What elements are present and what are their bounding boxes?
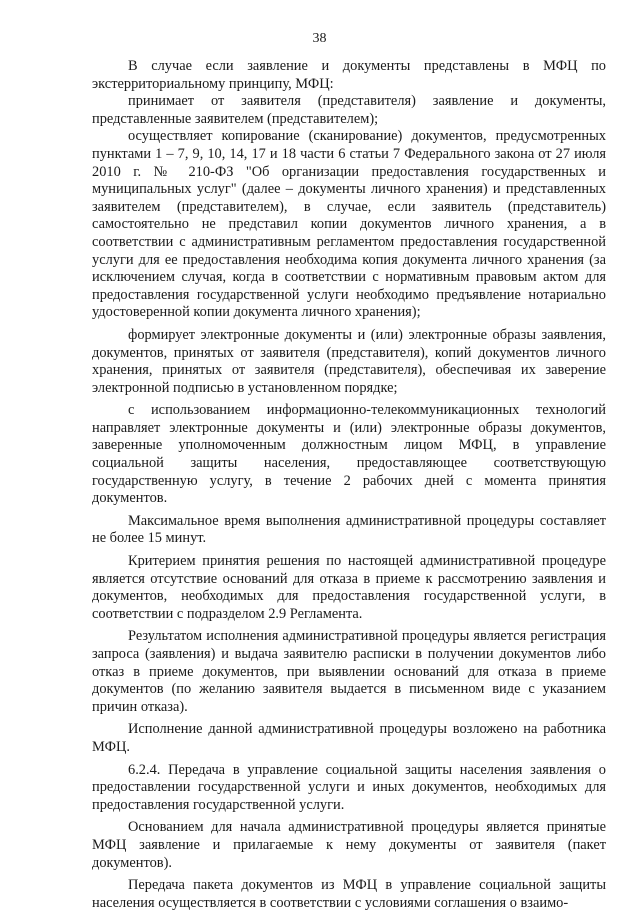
paragraph-procedure-basis: Основанием для начала административной процедуры является принятые МФЦ заявление и прилагаемые к нему документы от заявителя (пакет документов). [92, 819, 606, 871]
paragraph-section-6-2-4: 6.2.4. Передача в управление социальной защиты населения заявления о предоставлении государственной услуги и иных документов, необходимых для предоставления государственной услуги. [92, 761, 606, 813]
paragraph-responsible-employee: Исполнение данной административной процедуры возложено на работника МФЦ. [92, 721, 606, 755]
document-body [92, 58, 606, 912]
paragraph-max-time: Максимальное время выполнения административной процедуры составляет не более 15 минут. [92, 512, 606, 547]
paragraph-copying-documents: осуществляет копирование (сканирование) документов, предусмотренных пунктами 1 – 7, 9, 10, 14, 17 и 18 части 6 статьи 7 Федерального закона от 27 июля 2010 г. № 210-ФЗ "Об организации предоставления государственных и муниципальных услуг" (далее – документы личного хранения) и представленных заявителем (представителем), в случае, если заявитель (представитель) самостоятельно не представил копии документов личного хранения, а в соответствии с административным регламентом предоставления государственной услуги для ее предоставления необходима копия документа личного хранения (за исключением случая, когда в соответствии с нормативным правовым актом для предоставления государственной услуги необходимо предъявление нотариально удостоверенной копии документа личного хранения); [92, 128, 606, 321]
paragraph-decision-criterion: Критерием принятия решения по настоящей административной процедуре является отсутствие оснований для отказа в приеме к рассмотрению заявления и документов, необходимых для предоставления государственной услуги, в соответствии с подразделом 2.9 Регламента. [92, 553, 606, 622]
paragraph-accepts-documents: принимает от заявителя (представителя) заявление и документы, представленные заявителем (представителем); [92, 93, 606, 127]
paragraph-package-transfer: Передача пакета документов из МФЦ в управление социальной защиты населения осуществляется в соответствии с условиями соглашения о взаимо- [92, 877, 606, 911]
page-number: 38 [312, 31, 327, 46]
paragraph-procedure-result: Результатом исполнения административной процедуры является регистрация запроса (заявления) и выдача заявителю расписки в получении документов либо отказ в приеме документов, при выявлении оснований для отказа в приеме документов (по желанию заявителя выдается в письменном виде с указанием причин отказа). [92, 628, 606, 715]
paragraph-extraterritorial-intro: В случае если заявление и документы представлены в МФЦ по экстерриториальному принципу, МФЦ: [92, 58, 606, 92]
paragraph-sends-documents: с использованием информационно-телекоммуникационных технологий направляет электронные документы и (или) электронные образы документов, заверенные уполномоченным должностным лицом МФЦ, в управление социальной защиты населения, предоставляющее соответствующую государственную услугу, в течение 2 рабочих дней с момента принятия документов. [92, 402, 606, 507]
paragraph-forms-electronic-documents: формирует электронные документы и (или) электронные образы заявления, документов, принятых от заявителя (представителя), копий документов личного хранения, принятых от заявителя (представителя), обеспечивая их заверение электронной подписью в установленном порядке; [92, 326, 606, 396]
